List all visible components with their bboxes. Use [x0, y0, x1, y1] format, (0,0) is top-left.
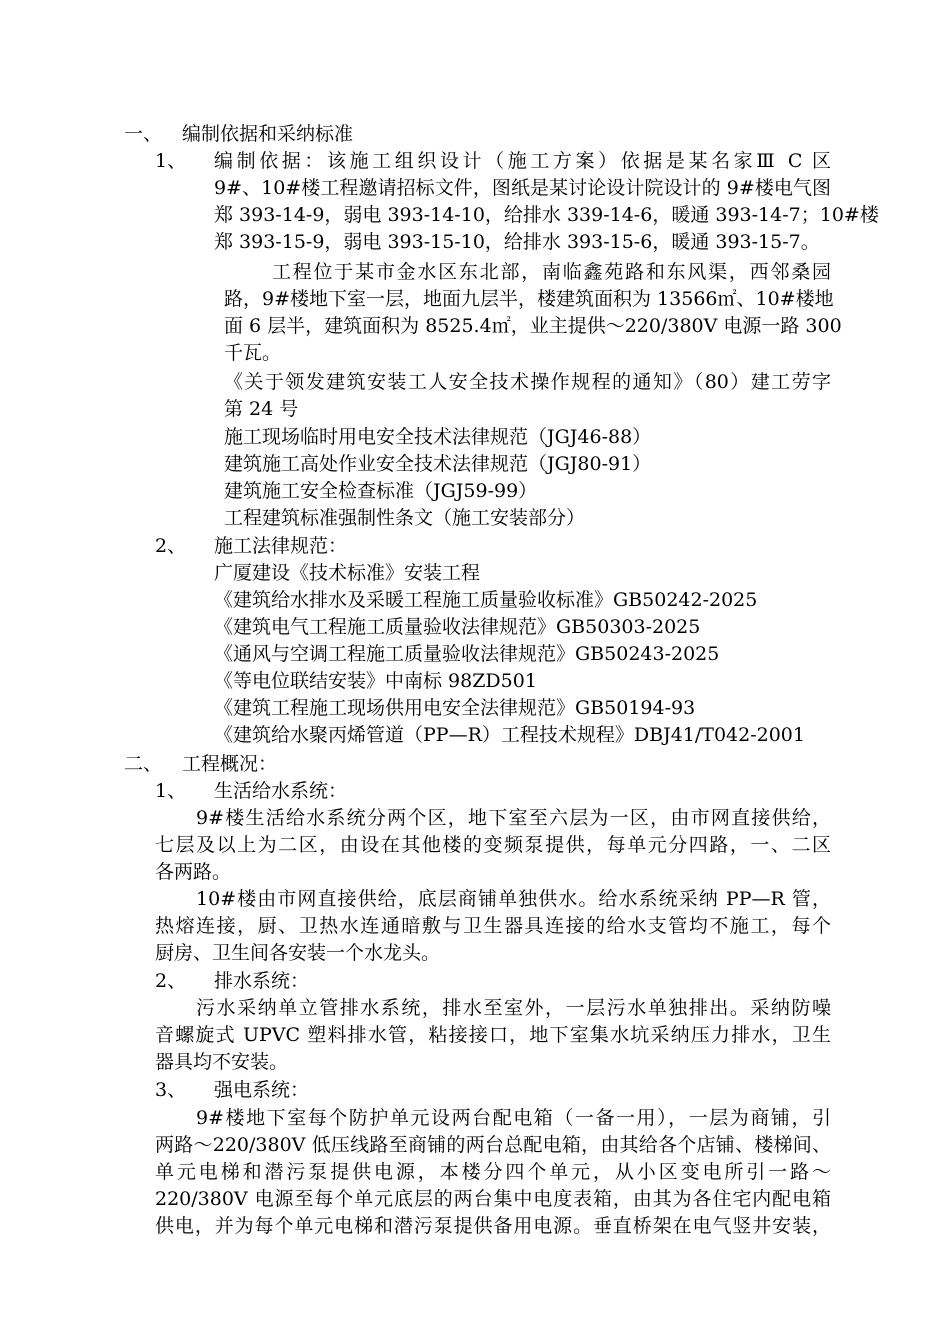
subsection-1-2-title: 施工法律规范：	[214, 535, 348, 557]
code-item: 《等电位联结安装》中南标 98ZD501	[214, 670, 537, 692]
code-item: 《建筑给水聚丙烯管道（PP—R）工程技术规程》DBJ41/T042-2001	[214, 724, 805, 746]
water-supply-text: 各两路。	[155, 861, 232, 883]
water-supply-text: 热熔连接，厨、卫热水连通暗敷与卫生器具连接的给水支管均不施工，每个	[155, 915, 831, 937]
code-item: 《建筑工程施工现场供用电安全法律规范》GB50194-93	[214, 697, 696, 719]
reference-item: 建筑施工安全检查标准（JGJ59-99）	[224, 480, 538, 502]
drainage-text: 音螺旋式 UPVC 塑料排水管，粘接接口，地下室集水坑采纳压力排水，卫生	[155, 1024, 831, 1046]
basis-line: 编制依据：该施工组织设计（施工方案）依据是某名家Ⅲ C 区	[214, 150, 831, 172]
project-location-line: 路，9#楼地下室一层，地面九层半，楼建筑面积为 13566㎡、10#楼地	[224, 288, 834, 310]
section-2-number: 二、	[124, 753, 163, 775]
code-item: 《通风与空调工程施工质量验收法律规范》GB50243-2025	[214, 643, 720, 665]
water-supply-text: 厨房、卫生间各安装一个水龙头。	[155, 942, 441, 964]
power-text: 两路～220/380V 低压线路至商铺的两台总配电箱，由其给各个店铺、楼梯间、	[155, 1134, 831, 1156]
power-text: 单元电梯和潜污泵提供电源，本楼分四个单元，从小区变电所引一路～	[155, 1161, 831, 1183]
basis-line: 郑 393-15-9，弱电 393-15-10，给排水 393-15-6，暖通 393-15-7。	[214, 231, 820, 253]
water-supply-title: 生活给水系统：	[214, 780, 348, 802]
code-item: 广厦建设《技术标准》安装工程	[214, 562, 481, 584]
subsection-1-1-number: 1、	[155, 150, 187, 172]
section-2-title: 工程概况：	[182, 753, 278, 775]
project-location-line: 千瓦。	[224, 342, 282, 364]
power-text: 9#楼地下室每个防护单元设两台配电箱（一备一用），一层为商铺，引	[196, 1107, 831, 1129]
power-title: 强电系统：	[214, 1079, 310, 1101]
water-supply-text: 七层及以上为二区，由设在其他楼的变频泵提供，每单元分四路，一、二区	[155, 834, 831, 856]
water-supply-number: 1、	[155, 780, 187, 802]
drainage-number: 2、	[155, 970, 187, 992]
code-item: 《建筑给水排水及采暖工程施工质量验收标准》GB50242-2025	[214, 589, 758, 611]
section-1-title: 编制依据和采纳标准	[182, 123, 354, 145]
power-text: 220/380V 电源至每个单元底层的两台集中电度表箱，由其为各住宅内配电箱	[155, 1188, 831, 1210]
code-item: 《建筑电气工程施工质量验收法律规范》GB50303-2025	[214, 616, 701, 638]
water-supply-text: 10#楼由市网直接供给，底层商铺单独供水。给水系统采纳 PP—R 管，	[196, 888, 831, 910]
project-location-line: 工程位于某市金水区东北部，南临鑫苑路和东风渠，西邻桑园	[272, 261, 831, 283]
project-location-line: 面 6 层半，建筑面积为 8525.4㎡，业主提供～220/380V 电源一路 300	[224, 315, 842, 337]
drainage-text: 器具均不安装。	[155, 1051, 289, 1073]
reference-item: 施工现场临时用电安全技术法律规范（JGJ46-88）	[224, 426, 652, 448]
subsection-1-2-number: 2、	[155, 535, 187, 557]
drainage-text: 污水采纳单立管排水系统，排水至室外，一层污水单独排出。采纳防噪	[196, 997, 831, 1019]
reference-item: 建筑施工高处作业安全技术法律规范（JGJ80-91）	[224, 453, 652, 475]
basis-line: 9#、10#楼工程邀请招标文件，图纸是某讨论设计院设计的 9#楼电气图	[214, 177, 831, 199]
reference-item: 工程建筑标准强制性条文（施工安装部分）	[224, 507, 586, 529]
power-text: 供电，并为每个单元电梯和潜污泵提供备用电源。垂直桥架在电气竖井安装，	[155, 1215, 831, 1237]
water-supply-text: 9#楼生活给水系统分两个区，地下室至六层为一区，由市网直接供给，	[196, 807, 831, 829]
drainage-title: 排水系统：	[214, 970, 310, 992]
basis-line: 郑 393-14-9，弱电 393-14-10，给排水 339-14-6，暖通 393-14-7；10#楼	[214, 204, 879, 226]
reference-item: 第 24 号	[224, 398, 299, 420]
reference-item: 《关于领发建筑安装工人安全技术操作规程的通知》（80）建工劳字	[224, 371, 831, 393]
section-1-number: 一、	[124, 123, 163, 145]
power-number: 3、	[155, 1079, 187, 1101]
